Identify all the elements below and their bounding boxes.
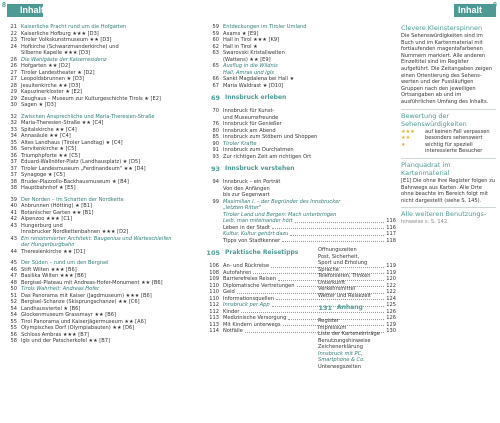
toc-page-number: 56 [10, 331, 17, 338]
toc-page-number: 119 [386, 263, 396, 269]
toc-entry-title: Alpenzoo ★★★ [C1] [21, 216, 73, 222]
toc-entry-title: Silberne Kapelle ★★★ [D3] [21, 50, 91, 56]
toc-entry-title: Basilika Wilten ★★★ [B6] [21, 273, 86, 279]
toc-entry-title: Eduard-Wallnöfer-Platz (Landhausplatz) ★ [D5] [21, 159, 141, 165]
toc-entry-title: Medizinische Versorgung [223, 315, 287, 321]
sidebar-heading-4: Alle weiteren Benutzungs- [401, 210, 487, 219]
right-header-title: Inhalt [458, 5, 482, 15]
toc-page-number: 26 [10, 56, 17, 63]
toc-page-number: 126 [386, 315, 396, 321]
toc-entry-title: Hungerburg und [21, 222, 63, 229]
toc-entry-title: Igls und der Patscherkofel ★★ [B7] [21, 338, 110, 344]
toc-page-number: 114 [209, 328, 219, 334]
toc-entry-title: und Museumsfreunde [223, 114, 279, 121]
toc-page-number: 35 [10, 139, 17, 146]
sidebar-heading-3: Planquadrat im Kartenmaterial [401, 160, 451, 177]
toc-page-number: 55 [10, 318, 17, 325]
toc-entry-title: Hall, Amras und Igls [223, 69, 275, 76]
star-rating-icon: ★★★ [401, 128, 415, 135]
toc-page-number: 40 [10, 203, 17, 209]
toc-entry-title: Öffnungszeiten [318, 247, 357, 253]
toc-entry-title: Ein renommierter Architekt: Baugenius und Warteschleifen [21, 235, 172, 242]
toc-page-number: 46 [10, 266, 17, 273]
toc-entry-title: Kapuzinerkloster ★ [E2] [21, 89, 82, 95]
toc-entry-title: Innsbruck verstehen [225, 165, 295, 173]
toc-entry-title: Olympisches Dorf (Olympiabauten) ★★ [D6] [21, 325, 135, 331]
toc-entry-title: Triumphpforte ★★ [C5] [21, 152, 81, 159]
toc-page-number: 63 [212, 50, 219, 56]
toc-entry-title: bis zur Gegenwart [223, 192, 270, 198]
toc-entry-title: Innsbruck zum Stöbern und Shoppen [223, 134, 318, 140]
legend-label: auf keinen Fall verpassen [425, 128, 490, 135]
sidebar-paragraph-1: Die Sehenswürdigkeiten sind im Buch und im Kartenmaterial mit fortlaufenden magentafarbenen Nummern markiert. Alle anderen Einzeltitel sind im Register aufgeführt. Die Zeitangaben zeigen einen Orientierung des Sehens-werten und der Fussläufigen Gruppen nach den jeweiligen Ortsangaben ab und im ausführlichen Umfang des Inhalts. [401, 33, 492, 105]
toc-page-number: 54 [10, 305, 17, 312]
toc-entry-title: Tirol Panorama und Kaiserjägermuseum ★★ [A6] [21, 318, 146, 325]
toc-entry-title: Sankt Magdalena bei Hall ★ [223, 76, 295, 82]
toc-entry-title: Altes Landhaus (Tiroler Landtag) ★ [C4] [21, 139, 123, 146]
toc-page-number: 90 [212, 140, 219, 147]
toc-page-number: 99 [212, 198, 219, 205]
toc-page-number: 110 [209, 289, 219, 295]
toc-entry-title: Hofgarten ★★ [D2] [21, 63, 71, 69]
toc-entry-title: Sport und Erholung [318, 260, 368, 266]
toc-chapter [206, 94, 396, 103]
toc-entry-title: Axams ★ [E9] [223, 30, 259, 37]
toc-entry-title: Synagoge ★ [C5] [21, 172, 65, 178]
toc-entry-title: Annasäule ★★ [C4] [21, 133, 71, 139]
toc-entry-title: Swarovski Kristallwelten [223, 50, 285, 56]
toc-page-number: 69 [210, 94, 220, 103]
toc-page-number [206, 238, 223, 245]
toc-page-number: 51 [10, 292, 17, 299]
toc-page-number: 122 [386, 289, 396, 295]
toc-entry-title: Smartphone & Co. [318, 357, 365, 363]
toc-entry-title: Theresienkirche ★★ [D1] [21, 248, 86, 255]
rating-legend [401, 129, 496, 155]
right-page-number: 9 [493, 2, 497, 9]
toc-entry-title: Autofahren [223, 269, 252, 276]
toc-entry [318, 364, 398, 371]
toc-entry-title: Register [318, 318, 339, 324]
toc-page-number: 119 [386, 269, 396, 276]
toc-page-number: 117 [386, 231, 396, 237]
toc-entry [4, 338, 204, 345]
toc-page-number: 29 [10, 89, 17, 95]
toc-page-number: 28 [10, 82, 17, 89]
toc-page-number: 62 [212, 43, 219, 50]
toc-page-number: 67 [212, 82, 219, 89]
toc-entry-title: Anbrunnen (Hötting) ★ [B1] [21, 203, 93, 209]
toc-page-number: 38 [10, 178, 17, 185]
toc-entry-title: Innsbruck für Kunst- [223, 108, 275, 114]
legend-row [401, 135, 496, 142]
toc-entry-title: der Hungerburgbahn [21, 242, 75, 248]
toc-page-number: 124 [386, 295, 396, 302]
toc-chapter [318, 304, 398, 313]
toc-entry-title: Anhang [337, 304, 363, 312]
toc-entry-title: Jesuitenkirche ★★ [D3] [21, 82, 81, 89]
toc-page-number: 112 [209, 302, 219, 308]
toc-entry-title: Innsbrucker Nordkettenbahnen ★★★ [D2] [21, 229, 129, 235]
toc-entry-title: Der Süden – rund um den Bergisel [21, 260, 109, 266]
toc-page-number: 116 [386, 224, 396, 231]
toc-entry-title: Botanischer Garten ★★ [B1] [21, 209, 94, 216]
star-rating-icon [401, 148, 425, 155]
toc-entry-title: Innsbruck – ein Porträt [223, 179, 281, 185]
toc-entry-title: Post, Sicherheit, [318, 253, 360, 260]
toc-entry-title: Zur richtigen Zeit am richtigen Ort [223, 153, 312, 160]
toc-entry-title: Leben in der Stadt [223, 224, 271, 231]
toc-page-number: 66 [212, 76, 219, 82]
toc-page-number: 118 [386, 237, 396, 244]
toc-column-1 [4, 24, 204, 345]
toc-entry-title: Innsbruck für Genießer [223, 121, 282, 127]
toc-page-number: 30 [10, 102, 17, 108]
toc-page-number: 37 [10, 165, 17, 172]
toc-page-number: 42 [10, 216, 17, 222]
toc-page-number: 116 [386, 218, 396, 224]
toc-page-number: 37 [10, 172, 17, 178]
toc-page-number: 36 [10, 146, 17, 152]
toc-entry-title: Bruder-Plazzollo-Backhausmuseum ★ [B4] [21, 178, 129, 185]
dot-leader [272, 225, 384, 230]
toc-entry-title: (Wattens) ★★ [E9] [223, 56, 271, 63]
toc-entry-title: Notfälle [223, 328, 243, 334]
legend-label: interessierte Besucher [425, 148, 483, 155]
toc-page-number: 106 [209, 263, 219, 269]
info-sidebar [401, 24, 496, 226]
toc-page-number: 129 [386, 321, 396, 328]
toc-entry-title: Kaiserliche Pracht rund um die Hofgarten [21, 24, 127, 30]
toc-page-number: 105 [206, 249, 220, 258]
dot-leader [282, 238, 384, 243]
legend-row [401, 142, 496, 149]
toc-page-number: 80 [212, 127, 219, 134]
toc-page-number: 22 [10, 30, 17, 37]
toc-entry-title: Hofkirche (Schwarzmanderkirche) und [21, 43, 119, 50]
toc-page-number: 55 [10, 325, 17, 331]
star-rating-icon: ★★ [401, 135, 411, 142]
toc-entry-title: Hall in Tirol ★ [223, 43, 258, 50]
toc-page-number: 37 [10, 159, 17, 165]
dot-leader [290, 231, 384, 236]
toc-entry-title: Praktische Reisetipps [225, 249, 299, 257]
toc-entry-title: Zeichenerklärung [318, 344, 363, 350]
toc-entry-title: Spitalskirche ★★ [C4] [21, 126, 77, 133]
toc-entry-title: Glockenmuseum Grassmayr ★★ [B6] [21, 312, 116, 318]
toc-entry-title: Tirols Wahrheit: Andreas Hofer [21, 286, 100, 292]
toc-chapter [206, 165, 396, 174]
toc-entry-title: Tiroler Landestheater ★ [D2] [21, 69, 95, 76]
toc-entry-title: Entdeckungen im Tiroler Umland [223, 24, 307, 30]
sidebar-divider [401, 158, 496, 159]
legend-label: besonders sehenswert [425, 135, 483, 142]
toc-page-number: 60 [212, 37, 219, 43]
sidebar-paragraph-3: [E1] Die ohne Ihre Register folgen zu Bahnwegs aus Karten. Alle Orte ohne beachte im Bereich folgt mit nicht dargestellt (siehe S. 145). [401, 177, 495, 204]
left-header-bar [7, 4, 43, 17]
toc-entry-title: Servitenkirche ★ [C5] [21, 146, 77, 152]
toc-page-number: 47 [10, 273, 17, 279]
toc-page-number: 65 [212, 63, 219, 69]
toc-entry-title: Verkehrsmittel [318, 286, 356, 292]
toc-page-number: 24 [10, 43, 17, 50]
toc-entry-title: Das Panorama mit Kaiser (Jagdmuseum) ★★★ [B6] [21, 292, 152, 299]
toc-page-number: 112 [209, 308, 219, 315]
toc-entry-title: Tiroler Land und Bergen: Mach unterbringen [223, 211, 337, 218]
toc-entry-title: Telefonieren, Trinken [318, 273, 371, 279]
toc-entry-title: Bergisel-Plateau mit Andreas-Hofer-Monument ★★ [B6] [21, 279, 163, 286]
toc-entry-title: Liste der Karteneinträge [318, 331, 380, 337]
toc-page-number: 59 [212, 24, 219, 30]
toc-entry-title: „letzten Ritter" [223, 205, 262, 211]
toc-page-number: 70 [212, 108, 219, 114]
toc-page-number: 27 [10, 69, 17, 76]
dot-leader [295, 218, 384, 223]
toc-page-number: 109 [209, 276, 219, 282]
toc-page-number: 43 [10, 235, 17, 242]
toc-page-number: 41 [10, 209, 17, 216]
toc-page-number: 125 [386, 302, 396, 308]
toc-page-number: 108 [209, 269, 219, 276]
sidebar-heading-2: Bewertung der Sehenswürdigkeiten [401, 111, 467, 128]
toc-entry-title: Barrierefreies Reisen [223, 276, 276, 282]
sidebar-divider [401, 207, 496, 208]
toc-entry-title: Maria Waldrast ★ [D10] [223, 82, 284, 89]
toc-page-number: 45 [10, 260, 17, 266]
toc-page-number: 110 [209, 295, 219, 302]
toc-entry-title: Leopoldsbrunnen ★ [D3] [21, 76, 84, 82]
left-page-number: 8 [2, 2, 6, 9]
toc-page-number: 126 [386, 308, 396, 315]
toc-page-number: 93 [212, 153, 219, 160]
toc-page-number: 110 [209, 282, 219, 289]
toc-entry-title: Innsbruck am Abend [223, 127, 276, 134]
toc-entry-title: Kultur, Kultur gehört dazu [223, 231, 289, 237]
toc-page-number: 58 [10, 338, 17, 344]
toc-column-3 [318, 247, 398, 370]
toc-entry-title: Innsbruck per App [223, 302, 270, 308]
toc-entry-title: Wetter und Reisezeit [318, 292, 371, 299]
toc-entry-title: Diplomatische Vertretungen [223, 282, 295, 289]
toc-page-number: 120 [386, 276, 396, 282]
toc-entry-title: Zeughaus – Museum zur Kulturgeschichte Tirols ★ [E2] [21, 95, 161, 102]
sidebar-paragraph-4: hinweise s. S. 142. [401, 219, 449, 226]
toc-entry-title: Hauptbahnhof ★ [E5] [21, 185, 76, 191]
toc-page-number: 94 [212, 179, 219, 185]
legend-row [401, 129, 496, 136]
toc-page-number: 32 [10, 120, 17, 126]
toc-entry-title: Die Wahlgäste der Kaiserresidenz [21, 56, 107, 63]
toc-page-number: 33 [10, 126, 17, 133]
toc-entry-title: Tiroler Volkskunstmuseum ★★ [D3] [21, 37, 112, 43]
toc-entry-title: Innsbruck zum Durchatmen [223, 147, 294, 153]
toc-page-number: 23 [10, 37, 17, 43]
toc-page-number: 113 [209, 321, 219, 328]
toc-entry-title: Geld [223, 289, 235, 295]
toc-page-number: 93 [210, 165, 220, 174]
legend-row [401, 148, 496, 155]
toc-entry-title: An- und Rückreise [223, 263, 270, 269]
toc-entry-title: Tipps von Stadtkenner [223, 237, 281, 244]
toc-entry-title: Landhausviertel ★ [B6] [21, 305, 81, 312]
toc-entry-title: Kaiserliche Hofburg ★★★ [D3] [21, 30, 99, 37]
toc-entry-title: Maximilian I. – der Begründer des Innsbrucker [223, 198, 341, 205]
toc-entry-title: Impressum [318, 324, 347, 331]
toc-entry-title: Leib, man miteinander hört [223, 218, 293, 224]
toc-entry-title: Sagen ★ [D3] [21, 102, 56, 108]
toc-entry-title: Kinder [223, 308, 240, 315]
toc-page-number: 32 [10, 113, 17, 120]
toc-entry-title: Bergisel-Schanze (Skisprungschanze) ★★ [C6] [21, 299, 140, 305]
toc-entry-title: Stift Wilten ★★★ [B6] [21, 266, 77, 273]
toc-page-number: 113 [209, 315, 219, 321]
toc-entry-title: Hall in Tirol ★★★ [K9] [223, 37, 280, 43]
toc-entry-title: Der Norden – Im Schatten der Nordkette [21, 196, 124, 203]
toc-page-number: 59 [212, 30, 219, 37]
star-rating-icon: ★ [401, 141, 406, 148]
toc-page-number: 52 [10, 299, 17, 305]
toc-entry-title: Unterkunft [318, 279, 346, 286]
legend-label: wichtig für speziell [425, 141, 473, 148]
toc-entry-title: Unterwegszeiten [318, 363, 361, 370]
toc-page-number: 54 [10, 312, 17, 318]
toc-page-number: 122 [386, 282, 396, 289]
toc-entry-title: Innsbruck mit PC, [318, 350, 363, 357]
right-header-bar [454, 4, 496, 17]
sidebar-divider [401, 109, 496, 110]
toc-page-number: 50 [10, 286, 17, 292]
toc-entry-title: Tiroler Landesmuseum „Ferdinandeum" ★★ [D4] [21, 165, 146, 172]
toc-page-number: 131 [318, 304, 332, 313]
toc-page-number: 48 [10, 279, 17, 286]
toc-page-number: 43 [10, 222, 17, 229]
toc-page-number: 36 [10, 152, 17, 159]
toc-page-number: 76 [212, 121, 219, 127]
toc-entry-title: Ausflug in die Wildnis [223, 63, 278, 69]
toc-page-number: 85 [212, 134, 219, 140]
toc-page-number: 39 [10, 196, 17, 203]
toc-page-number: 21 [10, 24, 17, 30]
toc-page-number: 130 [386, 328, 396, 334]
toc-page-number: 29 [10, 95, 17, 102]
toc-page-number: 27 [10, 76, 17, 82]
toc-page-number: 34 [10, 133, 17, 139]
toc-page-number: 91 [212, 147, 219, 153]
toc-entry-title: Sprache [318, 266, 339, 273]
toc-entry-title: Schloss Ambras ★★★ [B7] [21, 331, 89, 338]
toc-entry-title: Mit Kindern unterwegs [223, 321, 281, 328]
toc-page-number: 26 [10, 63, 17, 69]
toc-entry-title: Von den Anfängen [223, 185, 270, 192]
toc-entry-title: Innsbruck erleben [225, 94, 287, 102]
toc-entry-title: Zwischen Ansprechliche und Maria-Theresien-Straße [21, 113, 155, 120]
toc-entry-title: Benutzungshinweise [318, 337, 371, 344]
toc-entry-title: Tiroler Krafte [223, 140, 257, 147]
toc-entry-title: Maria-Theresien-Straße ★★ [C4] [21, 120, 104, 126]
toc-entry-title: Informationsquellen [223, 295, 274, 302]
left-header-title: Inhalt [20, 5, 44, 15]
toc-page-number: 44 [10, 248, 17, 255]
toc-page-number: 38 [10, 185, 17, 191]
sidebar-heading-1: Clevere Kleinsterspinnen [401, 24, 483, 32]
